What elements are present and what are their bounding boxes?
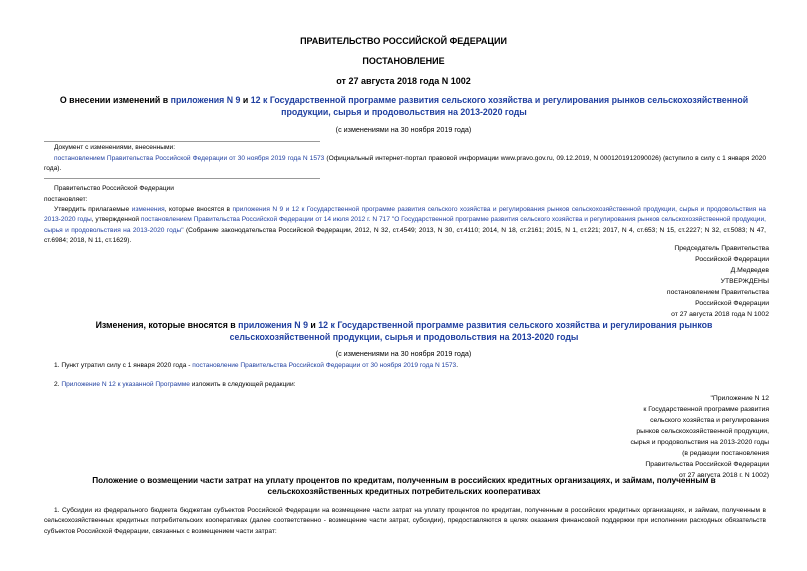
signature-block [667, 243, 769, 320]
changes-title-link-appendix-9[interactable]: приложения N 9 [238, 320, 308, 330]
item-1 [54, 361, 458, 371]
item-1-text: 1. Пункт утратил силу с 1 января 2020 года - [54, 362, 193, 369]
signature-line-3: Д.Медведев [730, 267, 769, 274]
appendix-line-4: рынков сельскохозяйственной продукции, [636, 428, 769, 435]
preamble-text-d: (Собрание законодательства Российской Федерации, 2012, N 32, ст.4549; 2013, N 30, ст.4110; 2014, N 18, ст.2161; 2015, N 1, ст.221; 2017, N 4, ст.653; N 15, ст.2227; N 32, ст.5083; N 47, ст.6984; 2018, N 11, ст.1629). [44, 226, 766, 245]
preamble-link-appendices[interactable]: приложения N 9 и 12 к Государственной программе развития сельского хозяйства и регулирования рынков сельскохозяйственной продукции, сырья и продовольствия на 2013-2020 годы [44, 206, 766, 224]
preamble-link-resolution-717[interactable]: постановлением Правительства Российской Федерации от 14 июля 2012 г. N 717 "О Государственной программе развития сельского хозяйства и регулирования рынков сельскохозяйственной продукции, сырья и продовольствия на 2013-2020 годы" [44, 216, 767, 234]
changes-intro: Документ с изменениями, внесенными: [54, 144, 176, 151]
preamble-paragraph [44, 205, 766, 247]
document-date-number: от 27 августа 2018 года N 1002 [336, 76, 471, 86]
preamble-line-1: Правительство Российской Федерации [54, 185, 174, 192]
appendix-line-8: от 27 августа 2018 г. N 1002) [679, 472, 769, 479]
changes-title [44, 320, 764, 343]
title-prefix: О внесении изменений в [59, 95, 171, 105]
item-2 [54, 380, 296, 390]
preamble-text-b: , которые вносятся в [164, 206, 233, 213]
document-title [44, 95, 764, 118]
approval-line-4: от 27 августа 2018 года N 1002 [671, 311, 769, 318]
title-amended-note: (с изменениями на 30 ноября 2019 года) [335, 125, 472, 134]
regulation-title: Положение о возмещении части затрат на уплату процентов по кредитам, полученным в российских кредитных организациях, и займам, полученным в сельскохозяйственных кредитных потребительских кооперативах [92, 476, 716, 496]
item-2-link[interactable]: Приложение N 12 к указанной Программе [61, 381, 190, 388]
appendix-line-7: Правительства Российской Федерации [645, 461, 769, 468]
preamble-text-a: Утвердить прилагаемые [54, 206, 132, 213]
changes-title-and: и [307, 320, 319, 330]
preamble-text-c: , утвержденной [91, 216, 141, 224]
item-1-end: . [456, 362, 459, 369]
appendix-line-3: сельского хозяйства и регулирования [650, 417, 769, 424]
changes-note-paragraph [44, 154, 766, 175]
document-type: ПОСТАНОВЛЕНИЕ [362, 56, 445, 66]
appendix-line-2: к Государственной программе развития [643, 406, 769, 413]
item-2-number: 2. [54, 381, 62, 388]
regulation-paragraph-1: 1. Субсидии из федерального бюджета бюджетам субъектов Российской Федерации на возмещение части затрат на уплату процентов по кредитам, полученным в российских кредитных организациях, и займам, полученным в сельскохозяйственных кредитных потребительских кооперативах (далее соответственно - возмещение части затрат, субсидии), предоставляются в целях оказания финансовой поддержки при исполнении расходных обязательств субъектов Российской Федерации, связанных с возмещением части затрат: [44, 507, 766, 535]
appendix-header-block [631, 393, 769, 481]
changes-title-prefix: Изменения, которые вносятся в [95, 320, 239, 330]
title-link-appendix-12[interactable]: 12 к Государственной программе развития сельского хозяйства и регулирования рынков сельскохозяйственной продукции, сырья и продовольствия на 2013-2020 годы [250, 95, 749, 117]
appendix-line-5: сырья и продовольствия на 2013-2020 годы [630, 439, 769, 446]
divider-bottom [44, 178, 320, 179]
changes-rest: (Официальный интернет-портал правовой информации www.pravo.gov.ru, 09.12.2019, N 0001201912090026) (вступило в силу с 1 января 2020 года). [44, 155, 766, 173]
title-and: и [240, 95, 251, 105]
preamble-line-2: постановляет: [44, 196, 88, 203]
changes-title-link-appendix-12[interactable]: 12 к Государственной программе развития сельского хозяйства и регулирования рынков сельскохозяйственной продукции, сырья и продовольствия на 2013-2020 годы [229, 320, 713, 342]
item-2-text: изложить в следующей редакции: [189, 381, 296, 388]
approval-line-1: УТВЕРЖДЕНЫ [720, 278, 769, 285]
signature-line-1: Председатель Правительства [674, 245, 769, 252]
approval-line-3: Российской Федерации [695, 300, 769, 307]
appendix-line-1: "Приложение N 12 [710, 395, 769, 402]
changes-link[interactable]: постановлением Правительства Российской Федерации от 30 ноября 2019 года N 1573 [54, 155, 325, 162]
item-1-link[interactable]: постановление Правительства Российской Федерации от 30 ноября 2019 года N 1573 [192, 362, 457, 369]
appendix-line-6: (в редакции постановления [682, 450, 769, 457]
government-header: ПРАВИТЕЛЬСТВО РОССИЙСКОЙ ФЕДЕРАЦИИ [300, 36, 507, 46]
changes-title-amended-note: (с изменениями на 30 ноября 2019 года) [335, 349, 472, 358]
approval-line-2: постановлением Правительства [666, 289, 769, 296]
divider-top [44, 141, 320, 142]
preamble-link-changes[interactable]: изменения [131, 206, 165, 213]
title-link-appendix-9[interactable]: приложения N 9 [170, 95, 241, 105]
signature-line-2: Российской Федерации [695, 256, 769, 263]
